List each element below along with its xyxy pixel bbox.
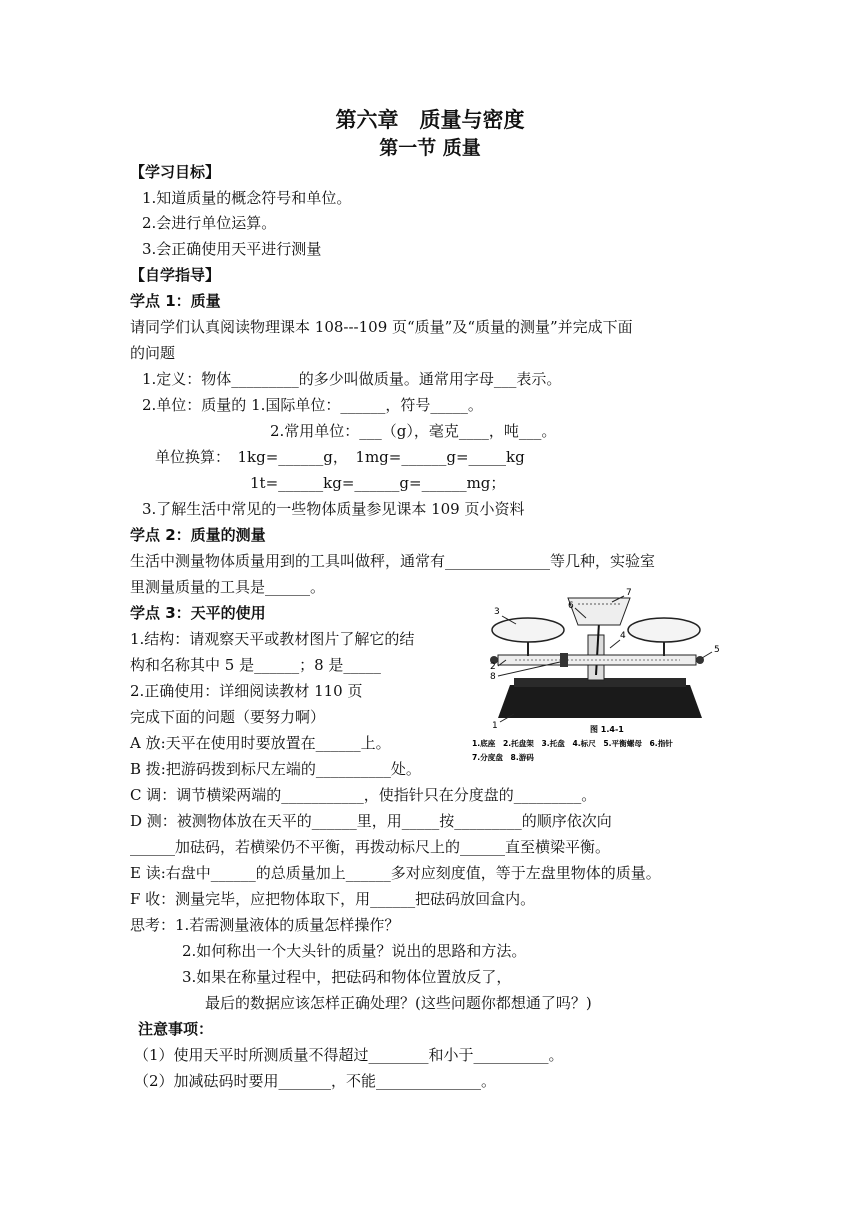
point3-heading: 学点 3：天平的使用 [130, 604, 266, 622]
unit-line: 2.单位：质量的 1.国际单位：______，符号_____。 [142, 396, 483, 414]
label-5: 5 [714, 645, 720, 655]
think-q1: 思考：1.若需测量液体的质量怎样操作？ [130, 916, 400, 934]
step-d: D 测：被测物体放在天平的______里，用_____按_________的顺序依次向 [130, 812, 612, 830]
point2-heading: 学点 2：质量的测量 [130, 526, 266, 544]
left-pan [492, 618, 564, 642]
note-item: （2）加减砝码时要用_______，不能______________。 [134, 1072, 497, 1090]
goal-item: 2.会进行单位运算。 [142, 214, 277, 232]
step-d-cont: ______加砝码，若横梁仍不平衡，再拨动标尺上的______直至横梁平衡。 [130, 838, 611, 856]
step-f: F 收：测量完毕，应把物体取下，用______把砝码放回盒内。 [130, 890, 536, 908]
label-7: 7 [626, 588, 632, 598]
common-unit-line: 2.常用单位：___（g），毫克____，吨___。 [270, 422, 557, 440]
conversion-line: 单位换算： 1kg=______g， 1mg=______g=_____kg [155, 448, 525, 466]
right-pan [628, 618, 700, 642]
chapter-title: 第六章 质量与密度 [335, 108, 525, 132]
think-q2: 2.如何称出一个大头针的质量？说出的思路和方法。 [182, 942, 527, 960]
label-2: 2 [490, 662, 496, 672]
point1-heading: 学点 1：质量 [130, 292, 221, 310]
point1-intro: 请同学们认真阅读物理课本 108---109 页“质量”及“质量的测量”并完成下面 [130, 318, 633, 336]
goal-item: 3.会正确使用天平进行测量 [142, 240, 322, 258]
figure-caption: 图 1.4-1 [590, 725, 624, 734]
structure-line: 1.结构：请观察天平或教材图片了解它的结 [130, 630, 415, 648]
step-c: C 调：调节横梁两端的___________，使指针只在分度盘的_________。 [130, 786, 597, 804]
label-6: 6 [568, 601, 574, 611]
label-1: 1 [492, 721, 498, 731]
goal-item: 1.知道质量的概念符号和单位。 [142, 189, 352, 207]
label-3: 3 [494, 607, 500, 617]
figure-legend: 1.底座 2.托盘架 3.托盘 4.标尺 5.平衡螺母 6.指针 [472, 739, 673, 748]
step-b: B 拨:把游码拨到标尺左端的__________处。 [130, 760, 421, 778]
usage-line-2: 完成下面的问题（要努力啊） [130, 708, 326, 726]
think-q3: 3.如果在称量过程中，把砝码和物体位置放反了， [182, 968, 512, 986]
label-4: 4 [620, 631, 626, 641]
figure-legend-2: 7.分度盘 8.游码 [472, 753, 534, 762]
label-8: 8 [490, 672, 496, 682]
step-e: E 读:右盘中______的总质量加上______多对应刻度值，等于左盘里物体的质量。 [130, 864, 661, 882]
think-q3-cont: 最后的数据应该怎样正确处理？(这些问题你都想通了吗？) [205, 994, 592, 1012]
step-a: A 放:天平在使用时要放置在______上。 [130, 734, 391, 752]
section-title: 第一节 质量 [379, 137, 481, 159]
point1-intro-cont: 的问题 [130, 344, 176, 362]
reference-line: 3.了解生活中常见的一些物体质量参见课本 109 页小资料 [142, 500, 525, 518]
balance-figure [470, 580, 740, 765]
usage-line: 2.正确使用：详细阅读教材 110 页 [130, 682, 363, 700]
notes-heading: 注意事项： [138, 1020, 214, 1038]
definition-line: 1.定义：物体_________的多少叫做质量。通常用字母___表示。 [142, 370, 562, 388]
point2-line: 生活中测量物体质量用到的工具叫做秤，通常有______________等几种，实验室 [130, 552, 656, 570]
conversion-line-2: 1t=______kg=______g=______mg； [250, 474, 506, 492]
point2-line-2: 里测量质量的工具是______。 [130, 578, 326, 596]
guide-heading: 【自学指导】 [130, 266, 221, 284]
goals-heading: 【学习目标】 [130, 163, 221, 181]
rider [560, 653, 568, 667]
scale-dial [568, 598, 630, 625]
balance-base [498, 685, 702, 718]
note-item: （1）使用天平时所测质量不得超过________和小于__________。 [134, 1046, 564, 1064]
structure-line-2: 构和名称其中 5 是______；8 是_____ [130, 656, 381, 674]
